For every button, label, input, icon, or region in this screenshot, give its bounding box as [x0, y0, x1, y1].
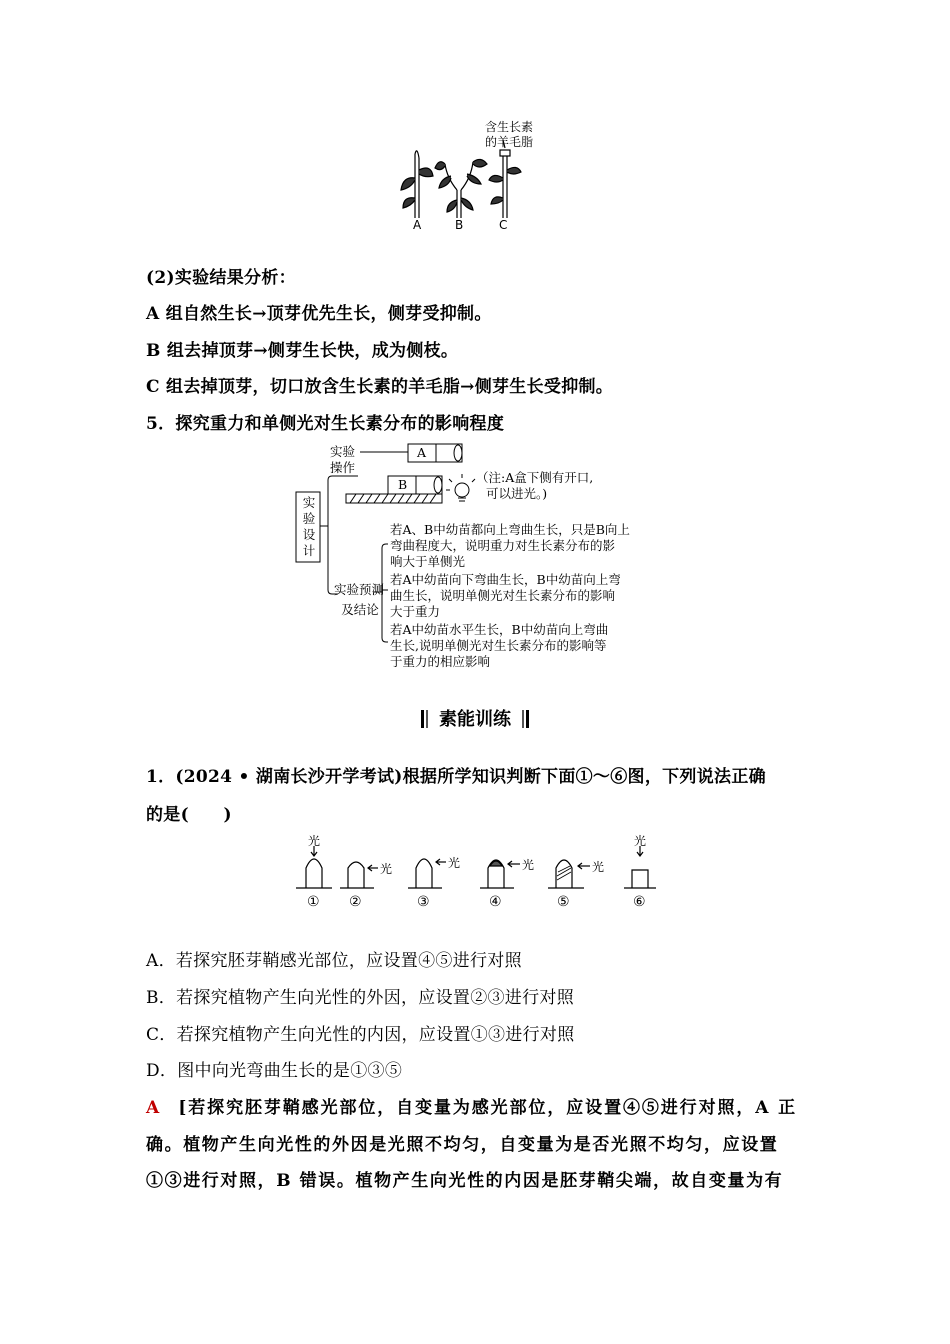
answer-line-3: ①③进行对照，B 错误。植物产生向光性的内因是胚芽鞘尖端，故自变量为有: [146, 1171, 784, 1191]
light-label-1: 光: [308, 834, 321, 848]
analysis-heading: (2)实验结果分析：: [146, 268, 296, 288]
conclusion-2: 若A中幼苗向下弯曲生长，B中幼苗向上弯 曲生长，说明单侧光对生长素分布的影响 大于重力: [390, 572, 621, 619]
plant-letter-a: A: [413, 218, 422, 232]
prediction-label: 实验预测 及结论: [334, 582, 385, 617]
analysis-b: B 组去掉顶芽→侧芽生长快，成为侧枝。: [146, 341, 459, 361]
coleoptile-figure: [290, 832, 670, 914]
analysis-c: C 组去掉顶芽，切口放含生长素的羊毛脂→侧芽生长受抑制。: [146, 377, 614, 397]
box-b-label: B: [398, 477, 408, 492]
lanolin-label: 含生长素 的羊毛脂: [485, 120, 534, 149]
light-label-2: 光: [380, 862, 393, 876]
figure-number-3: ③: [417, 894, 430, 910]
option-c: C．若探究植物产生向光性的内因，应设置①③进行对照: [146, 1025, 575, 1045]
analysis-a: A 组自然生长→顶芽优先生长，侧芽受抑制。: [146, 304, 492, 324]
answer-line-1: A [若探究胚芽鞘感光部位，自变量为感光部位，应设置④⑤进行对照，A 正: [146, 1098, 798, 1118]
option-d: D．图中向光弯曲生长的是①③⑤: [146, 1061, 403, 1081]
light-label-5: 光: [592, 860, 605, 874]
figure-number-6: ⑥: [633, 894, 646, 910]
question-line-1: 1．(2024 • 湖南长沙开学考试)根据所学知识判断下面①～⑥图，下列说法正确: [146, 767, 766, 787]
figure-number-5: ⑤: [557, 894, 570, 910]
option-a: A．若探究胚芽鞘感光部位，应设置④⑤进行对照: [146, 951, 522, 971]
banner-title: 素能训练: [439, 709, 511, 730]
coleoptile-drawings: [290, 832, 670, 914]
figure-number-2: ②: [349, 894, 362, 910]
light-label-6: 光: [634, 834, 647, 848]
experiment-diagram: [290, 440, 670, 672]
box-a-label: A: [417, 445, 427, 460]
light-label-3: 光: [448, 856, 461, 870]
conclusion-3: 若A中幼苗水平生长，B中幼苗向上弯曲 生长,说明单侧光对生长素分布的影响等 于重力的相应影响: [390, 622, 609, 669]
section-banner: [0, 705, 950, 731]
question-line-2: 的是( ): [146, 805, 232, 825]
conclusion-1: 若A、B中幼苗都向上弯曲生长，只是B向上 弯曲程度大，说明重力对生长素分布的影 响大于单侧光: [390, 522, 630, 569]
note-text: （注:A盒下侧有开口, 可以进光。): [476, 470, 594, 501]
figure-number-1: ①: [307, 894, 320, 910]
design-label: 实 验 设 计: [302, 495, 316, 558]
answer-letter: A: [146, 1098, 161, 1118]
answer-line-2: 确。植物产生向光性的外因是光照不均匀，自变量为是否光照不均匀，应设置: [146, 1135, 779, 1155]
plant-letter-c: C: [499, 218, 508, 232]
operation-label: 实验 操作: [330, 444, 356, 475]
plant-letter-b: B: [455, 218, 464, 232]
section-5-title: 5．探究重力和单侧光对生长素分布的影响程度: [146, 414, 505, 434]
option-b: B．若探究植物产生向光性的外因，应设置②③进行对照: [146, 988, 574, 1008]
plant-figure: [395, 118, 555, 238]
figure-number-4: ④: [489, 894, 502, 910]
light-label-4: 光: [522, 858, 535, 872]
